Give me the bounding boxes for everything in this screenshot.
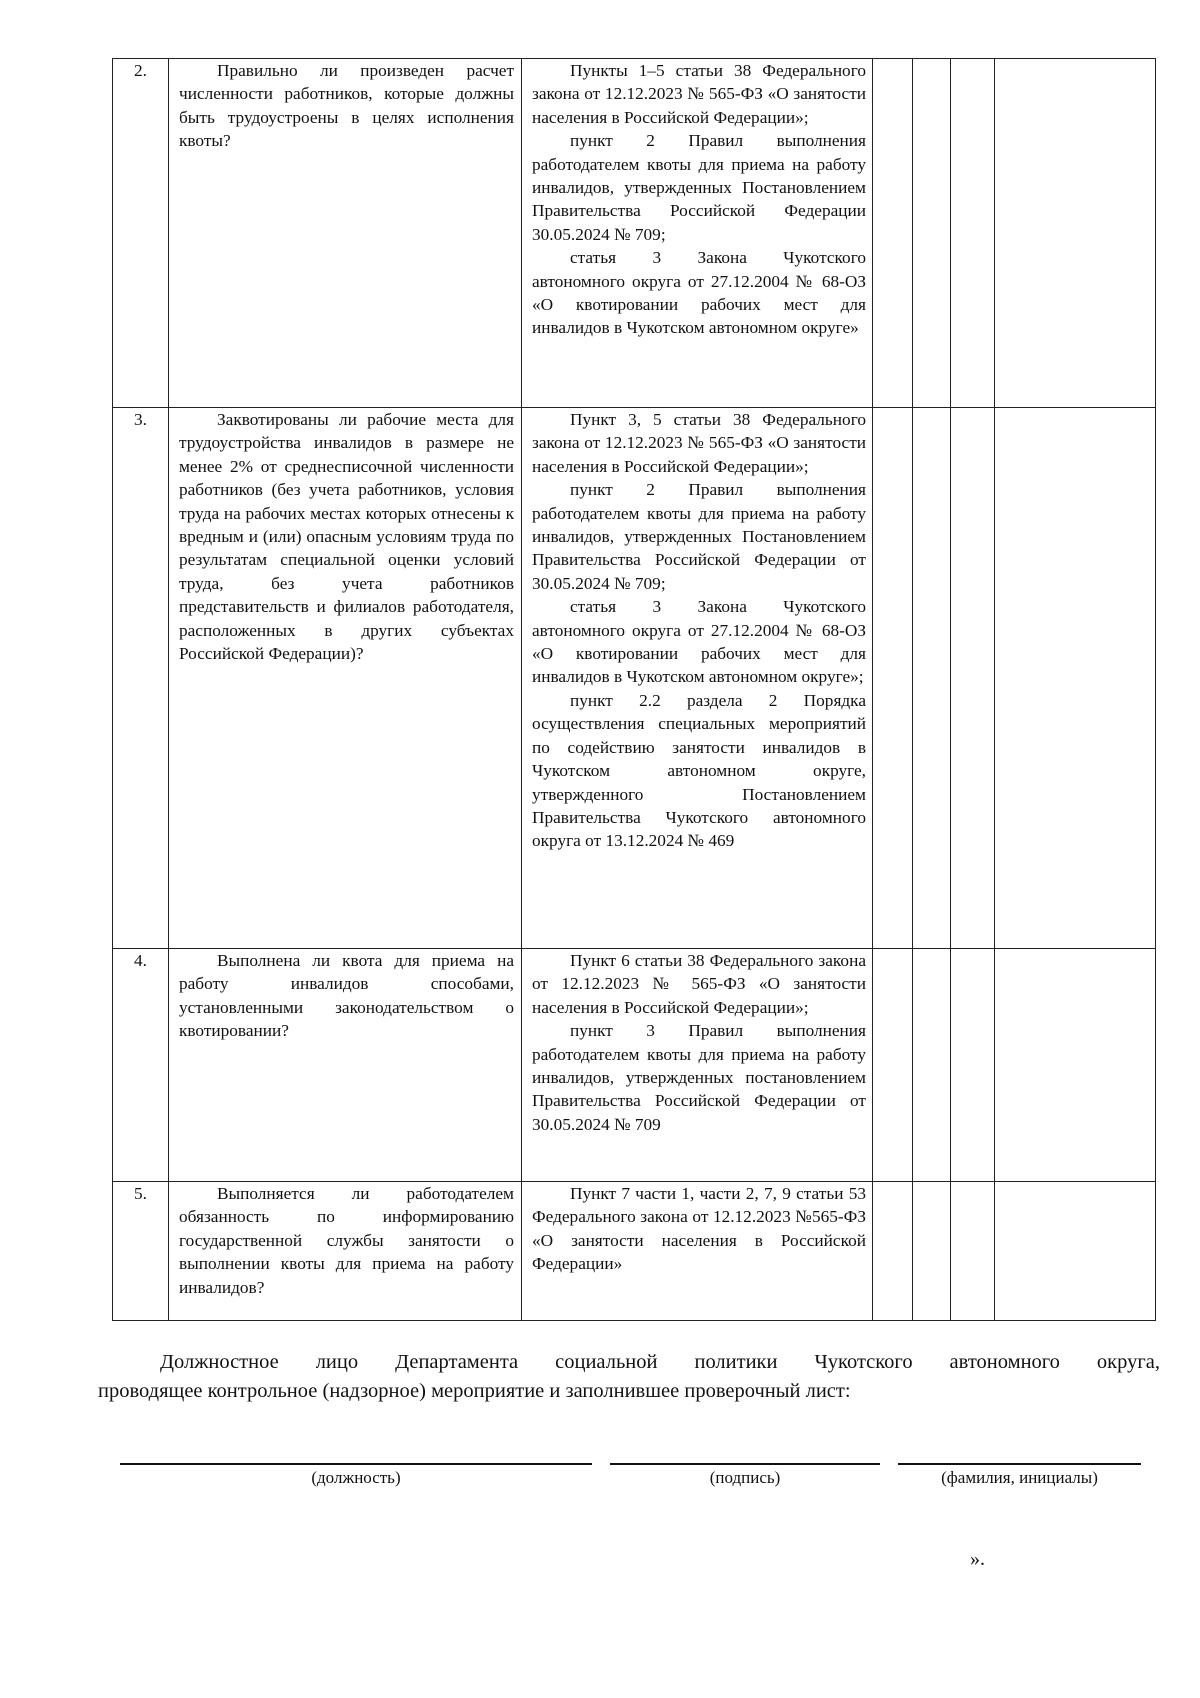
note-cell[interactable] [995,949,1156,1182]
position-line[interactable] [120,1463,592,1465]
legal-reference: пункт 2 Правил выполнения работодателем квоты для приема на работу инвалидов, утвержденных Постановлением Правительства Российской Федерации от 30.05.2024 № 709; [532,480,866,593]
question-text: Заквотированы ли рабочие места для трудоустройства инвалидов в размере не менее 2% от среднесписочной численности работников (без учета работников, условия труда на рабочих местах которых отнесены к вредным и (или) опасным условиям труда по результатам специальной оценки условий труда, без учета работников представительств и филиалов работодателя, расположенных в других субъектах Российской Федерации)? [179,410,514,664]
question-cell [169,1182,522,1321]
legal-reference: Пункт 6 статьи 38 Федерального закона от 12.12.2023 № 565-ФЗ «О занятости населения в Российской Федерации»; [532,951,866,1017]
legal-reference-cell [522,1182,873,1321]
answer-no-cell[interactable] [913,1182,951,1321]
row-number: 5. [113,1182,169,1321]
legal-reference: пункт 2.2 раздела 2 Порядка осуществления специальных мероприятий по содействию занятости инвалидов в Чукотском автономном округе, утвержденного Постановлением Правительства Чукотского автономного округа от 13.12.2024 № 469 [532,690,866,851]
legal-reference: Пункты 1–5 статьи 38 Федерального закона от 12.12.2023 № 565-ФЗ «О занятости населения в Российской Федерации»; [532,61,866,127]
answer-yes-cell[interactable] [873,59,913,408]
row-number: 3. [113,408,169,949]
official-statement-line2: проводящее контрольное (надзорное) мероприятие и заполнившее проверочный лист: [98,1380,851,1402]
table-row [113,59,1156,408]
note-cell[interactable] [995,1182,1156,1321]
question-cell [169,59,522,408]
signature-label: (подпись) [709,1468,781,1487]
name-label: (фамилия, инициалы) [941,1468,1098,1487]
question-text: Выполнена ли квота для приема на работу инвалидов способами, установленными законодательством о квотировании? [179,951,514,1041]
table-row [113,949,1156,1182]
legal-reference: пункт 3 Правил выполнения работодателем квоты для приема на работу инвалидов, утвержденных постановлением Правительства Российской Федерации от 30.05.2024 № 709 [532,1021,866,1134]
question-cell [169,949,522,1182]
question-cell [169,408,522,949]
note-cell[interactable] [995,408,1156,949]
answer-yes-cell[interactable] [873,949,913,1182]
checklist-table [112,58,1156,1321]
signature-line[interactable] [610,1463,880,1465]
legal-reference-cell [522,408,873,949]
legal-reference-cell [522,949,873,1182]
answer-no-cell[interactable] [913,408,951,949]
table-row [113,408,1156,949]
answer-no-cell[interactable] [913,59,951,408]
closing-quote-mark: ». [970,1548,985,1570]
question-text: Выполняется ли работодателем обязанность по информированию государственной службы занятости о выполнении квоты для приема на работу инвалидов? [179,1184,514,1297]
legal-reference-cell [522,59,873,408]
name-line[interactable] [898,1463,1141,1465]
question-text: Правильно ли произведен расчет численности работников, которые должны быть трудоустроены в целях исполнения квоты? [179,61,514,151]
answer-na-cell[interactable] [951,949,995,1182]
legal-reference: Пункт 3, 5 статьи 38 Федерального закона от 12.12.2023 № 565-ФЗ «О занятости населения в Российской Федерации»; [532,410,866,476]
answer-no-cell[interactable] [913,949,951,1182]
answer-na-cell[interactable] [951,408,995,949]
row-number: 4. [113,949,169,1182]
answer-na-cell[interactable] [951,59,995,408]
legal-reference: пункт 2 Правил выполнения работодателем квоты для приема на работу инвалидов, утвержденных Постановлением Правительства Российской Федерации 30.05.2024 № 709; [532,131,866,244]
legal-reference: Пункт 7 части 1, части 2, 7, 9 статьи 53 Федерального закона от 12.12.2023 №565-ФЗ «О занятости населения в Российской Федерации» [532,1184,866,1274]
row-number: 2. [113,59,169,408]
answer-yes-cell[interactable] [873,408,913,949]
legal-reference: статья 3 Закона Чукотского автономного округа от 27.12.2004 № 68-ОЗ «О квотировании рабочих мест для инвалидов в Чукотском автономном округе»; [532,597,866,687]
table-row [113,1182,1156,1321]
legal-reference: статья 3 Закона Чукотского автономного округа от 27.12.2004 № 68-ОЗ «О квотировании рабочих мест для инвалидов в Чукотском автономном округе» [532,248,866,338]
position-label: (должность) [311,1468,401,1487]
note-cell[interactable] [995,59,1156,408]
official-statement [98,1348,1160,1406]
answer-na-cell[interactable] [951,1182,995,1321]
answer-yes-cell[interactable] [873,1182,913,1321]
official-statement-line1: Должностное лицо Департамента социальной политики Чукотского автономного округа, [160,1351,1160,1373]
